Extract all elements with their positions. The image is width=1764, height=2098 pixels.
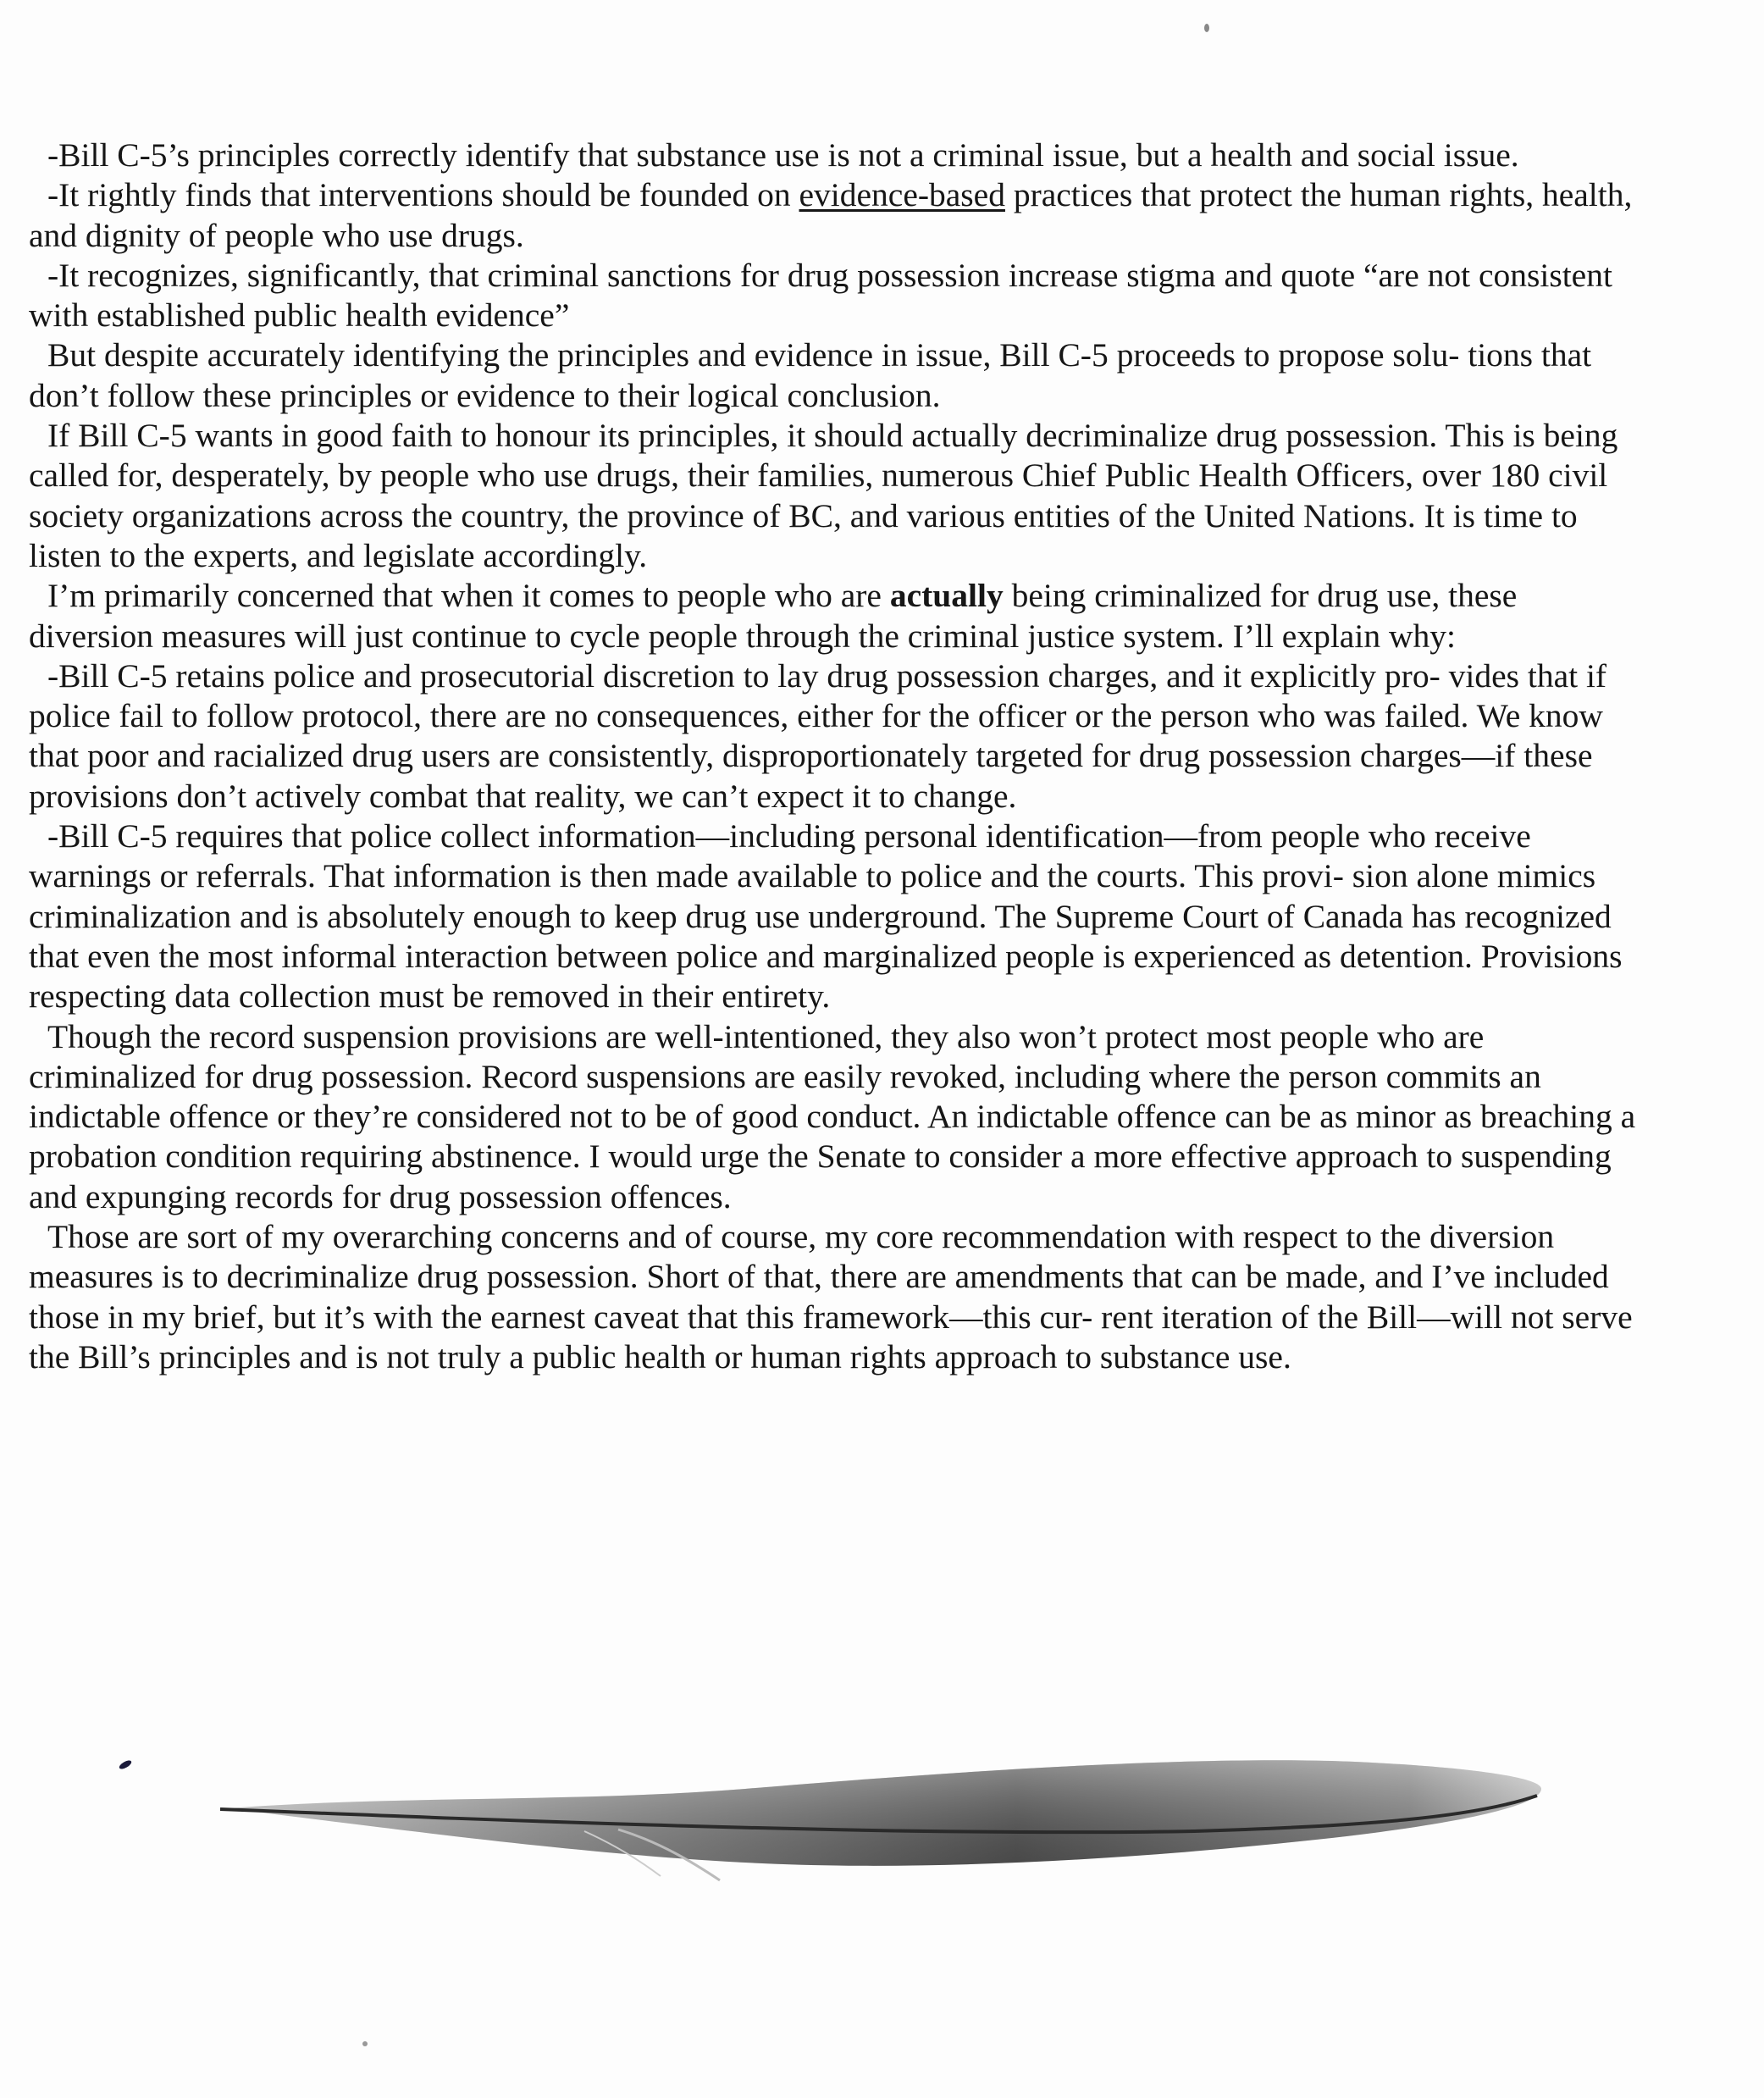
feather-sheen (229, 1760, 1541, 1866)
text-segment: -Bill C-5 retains police and prosecutorial discretion to lay drug possession charges, and it explicitly pro- vides that if police fail to follow protocol, there are no consequences, either for the officer or the person who was failed. We know that poor and racialized drug users are consistently, disproportionately targeted for drug possession charges—if these provisions don’t actively combat that reality, we can’t expect it to change. (29, 656, 1607, 815)
text-segment: being criminalized for drug use, these diversion measures will just continue to cycle people through the criminal justice system. I’ll explain why: (29, 577, 1518, 655)
paragraph-3 (29, 256, 1638, 336)
scan-speck (118, 1758, 132, 1770)
text-segment: But despite accurately identifying the principles and evidence in issue, Bill C-5 proceeds to propose solu- tions that don’t follow these principles or evidence to their logical conclusion. (29, 336, 1592, 414)
paragraph-7 (29, 656, 1638, 817)
text-segment: practices that protect the human rights, health, and dignity of people who use drugs. (29, 176, 1633, 254)
text-segment: I’m primarily concerned that when it comes to people who are (47, 577, 890, 615)
underlined-term: evidence-based (799, 176, 1005, 214)
paragraph-5 (29, 416, 1638, 576)
text-segment: -It recognizes, significantly, that criminal sanctions for drug possession increase stigma and quote “are not consistent with established public health evidence” (29, 256, 1612, 335)
paragraph-6 (29, 576, 1638, 656)
paragraph-9 (29, 1017, 1638, 1217)
text-segment: Those are sort of my overarching concerns and of course, my core recommendation with respect to the diversion measures is to decriminalize drug possession. Short of that, there are amendments that can be made, and I’ve included those in my brief, but it’s with the earnest caveat that this framework—this cur- rent iteration of the Bill—will not serve the Bill’s principles and is not truly a public health or human rights approach to substance use. (29, 1218, 1633, 1376)
paragraph-10 (29, 1217, 1638, 1377)
paragraph-2 (29, 175, 1638, 256)
text-segment: -It rightly finds that interventions should be founded on (47, 176, 799, 214)
text-segment: -Bill C-5’s principles correctly identify that substance use is not a criminal issue, but a health and social issue. (47, 136, 1519, 174)
feather-icon (220, 1736, 1558, 1906)
paragraph-1 (29, 136, 1638, 175)
scan-speck (362, 2041, 368, 2046)
scan-speck (1204, 24, 1209, 32)
paragraph-8 (29, 817, 1638, 1016)
text-segment: Though the record suspension provisions are well-intentioned, they also won’t protect most people who are criminalized for drug possession. Record suspensions are easily revoked, including where the person commits an indictable offence or they’re considered not to be of good conduct. An indictable offence can be as minor as breaching a probation condition requiring abstinence. I would urge the Senate to consider a more effective approach to suspending and expunging records for drug possession offences. (29, 1017, 1636, 1215)
text-segment: If Bill C-5 wants in good faith to honour its principles, it should actually decriminalize drug possession. This is being called for, desperately, by people who use drugs, their families, numerous Chief Public Health Officers, over 180 civil society organizations across the country, the province of BC, and various entities of the United Nations. It is time to listen to the experts, and legislate accordingly. (29, 417, 1618, 574)
paragraph-4 (29, 335, 1638, 416)
text-segment: -Bill C-5 requires that police collect information—including personal identification—from people who receive warnings or referrals. That information is then made available to police and the courts. This provi- sion alone mimics criminalization and is absolutely enough to keep drug use underground. The Supreme Court of Canada has recognized that even the most informal interaction between police and marginalized people is experienced as detention. Provisions respecting data collection must be removed in their entirety. (29, 817, 1623, 1016)
bold-term: actually (889, 577, 1004, 615)
document-body (29, 136, 1638, 1377)
